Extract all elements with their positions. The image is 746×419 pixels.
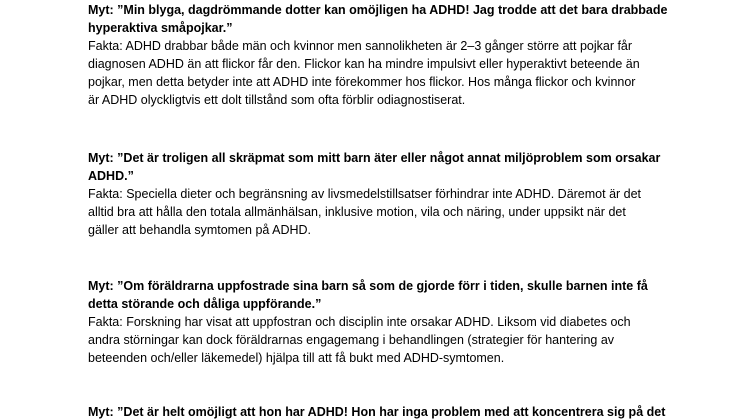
fact-line: Fakta: Speciella dieter och begränsning av livsmedelstillsatser förhindrar inte ADHD. Däremot är det [88, 187, 642, 201]
myth-line: detta störande och dåliga uppförande.” [88, 297, 322, 311]
fact-line: Fakta: ADHD drabbar både män och kvinnor men sannolikheten är 2–3 gånger större att pojkar får [88, 39, 633, 53]
fact-line: Fakta: Forskning har visat att uppfostran och disciplin inte orsakar ADHD. Liksom vid diabetes och [88, 315, 631, 329]
fact-line: pojkar, men detta betyder inte att ADHD inte förekommer hos flickor. Hos många flickor och kvinnor [88, 75, 636, 89]
myth-line: Myt: ”Det är helt omöjligt att hon har ADHD! Hon har inga problem med att koncentrera sig på det [88, 405, 666, 419]
myth-line: ADHD.” [88, 169, 134, 183]
fact-line: gäller att behandla symtomen på ADHD. [88, 223, 312, 237]
myth-line: Myt: ”Om föräldrarna uppfostrade sina barn så som de gjorde förr i tiden, skulle barnen inte få [88, 279, 648, 293]
fact-line: beteenden och/eller läkemedel) hjälpa till att få bukt med ADHD-symtomen. [88, 351, 505, 365]
fact-line: är ADHD olyckligtvis ett dolt tillstånd som ofta förblir odiagnostiserat. [88, 93, 466, 107]
myth-line: Myt: ”Det är troligen all skräpmat som mitt barn äter eller något annat miljöproblem som orsakar [88, 151, 661, 165]
myth-line: Myt: ”Min blyga, dagdrömmande dotter kan omöjligen ha ADHD! Jag trodde att det bara drabbade [88, 3, 668, 17]
fact-line: diagnosen ADHD än att flickor får den. Flickor kan ha mindre impulsivt eller hyperaktivt beteende än [88, 57, 640, 71]
myth-line: hyperaktiva småpojkar.” [88, 21, 233, 35]
fact-line: alltid bra att hålla den totala allmänhälsan, inklusive motion, vila och näring, under uppsikt när det [88, 205, 626, 219]
fact-line: andra störningar kan dock föräldrarnas engagemang i behandlingen (strategier för hantering av [88, 333, 615, 347]
